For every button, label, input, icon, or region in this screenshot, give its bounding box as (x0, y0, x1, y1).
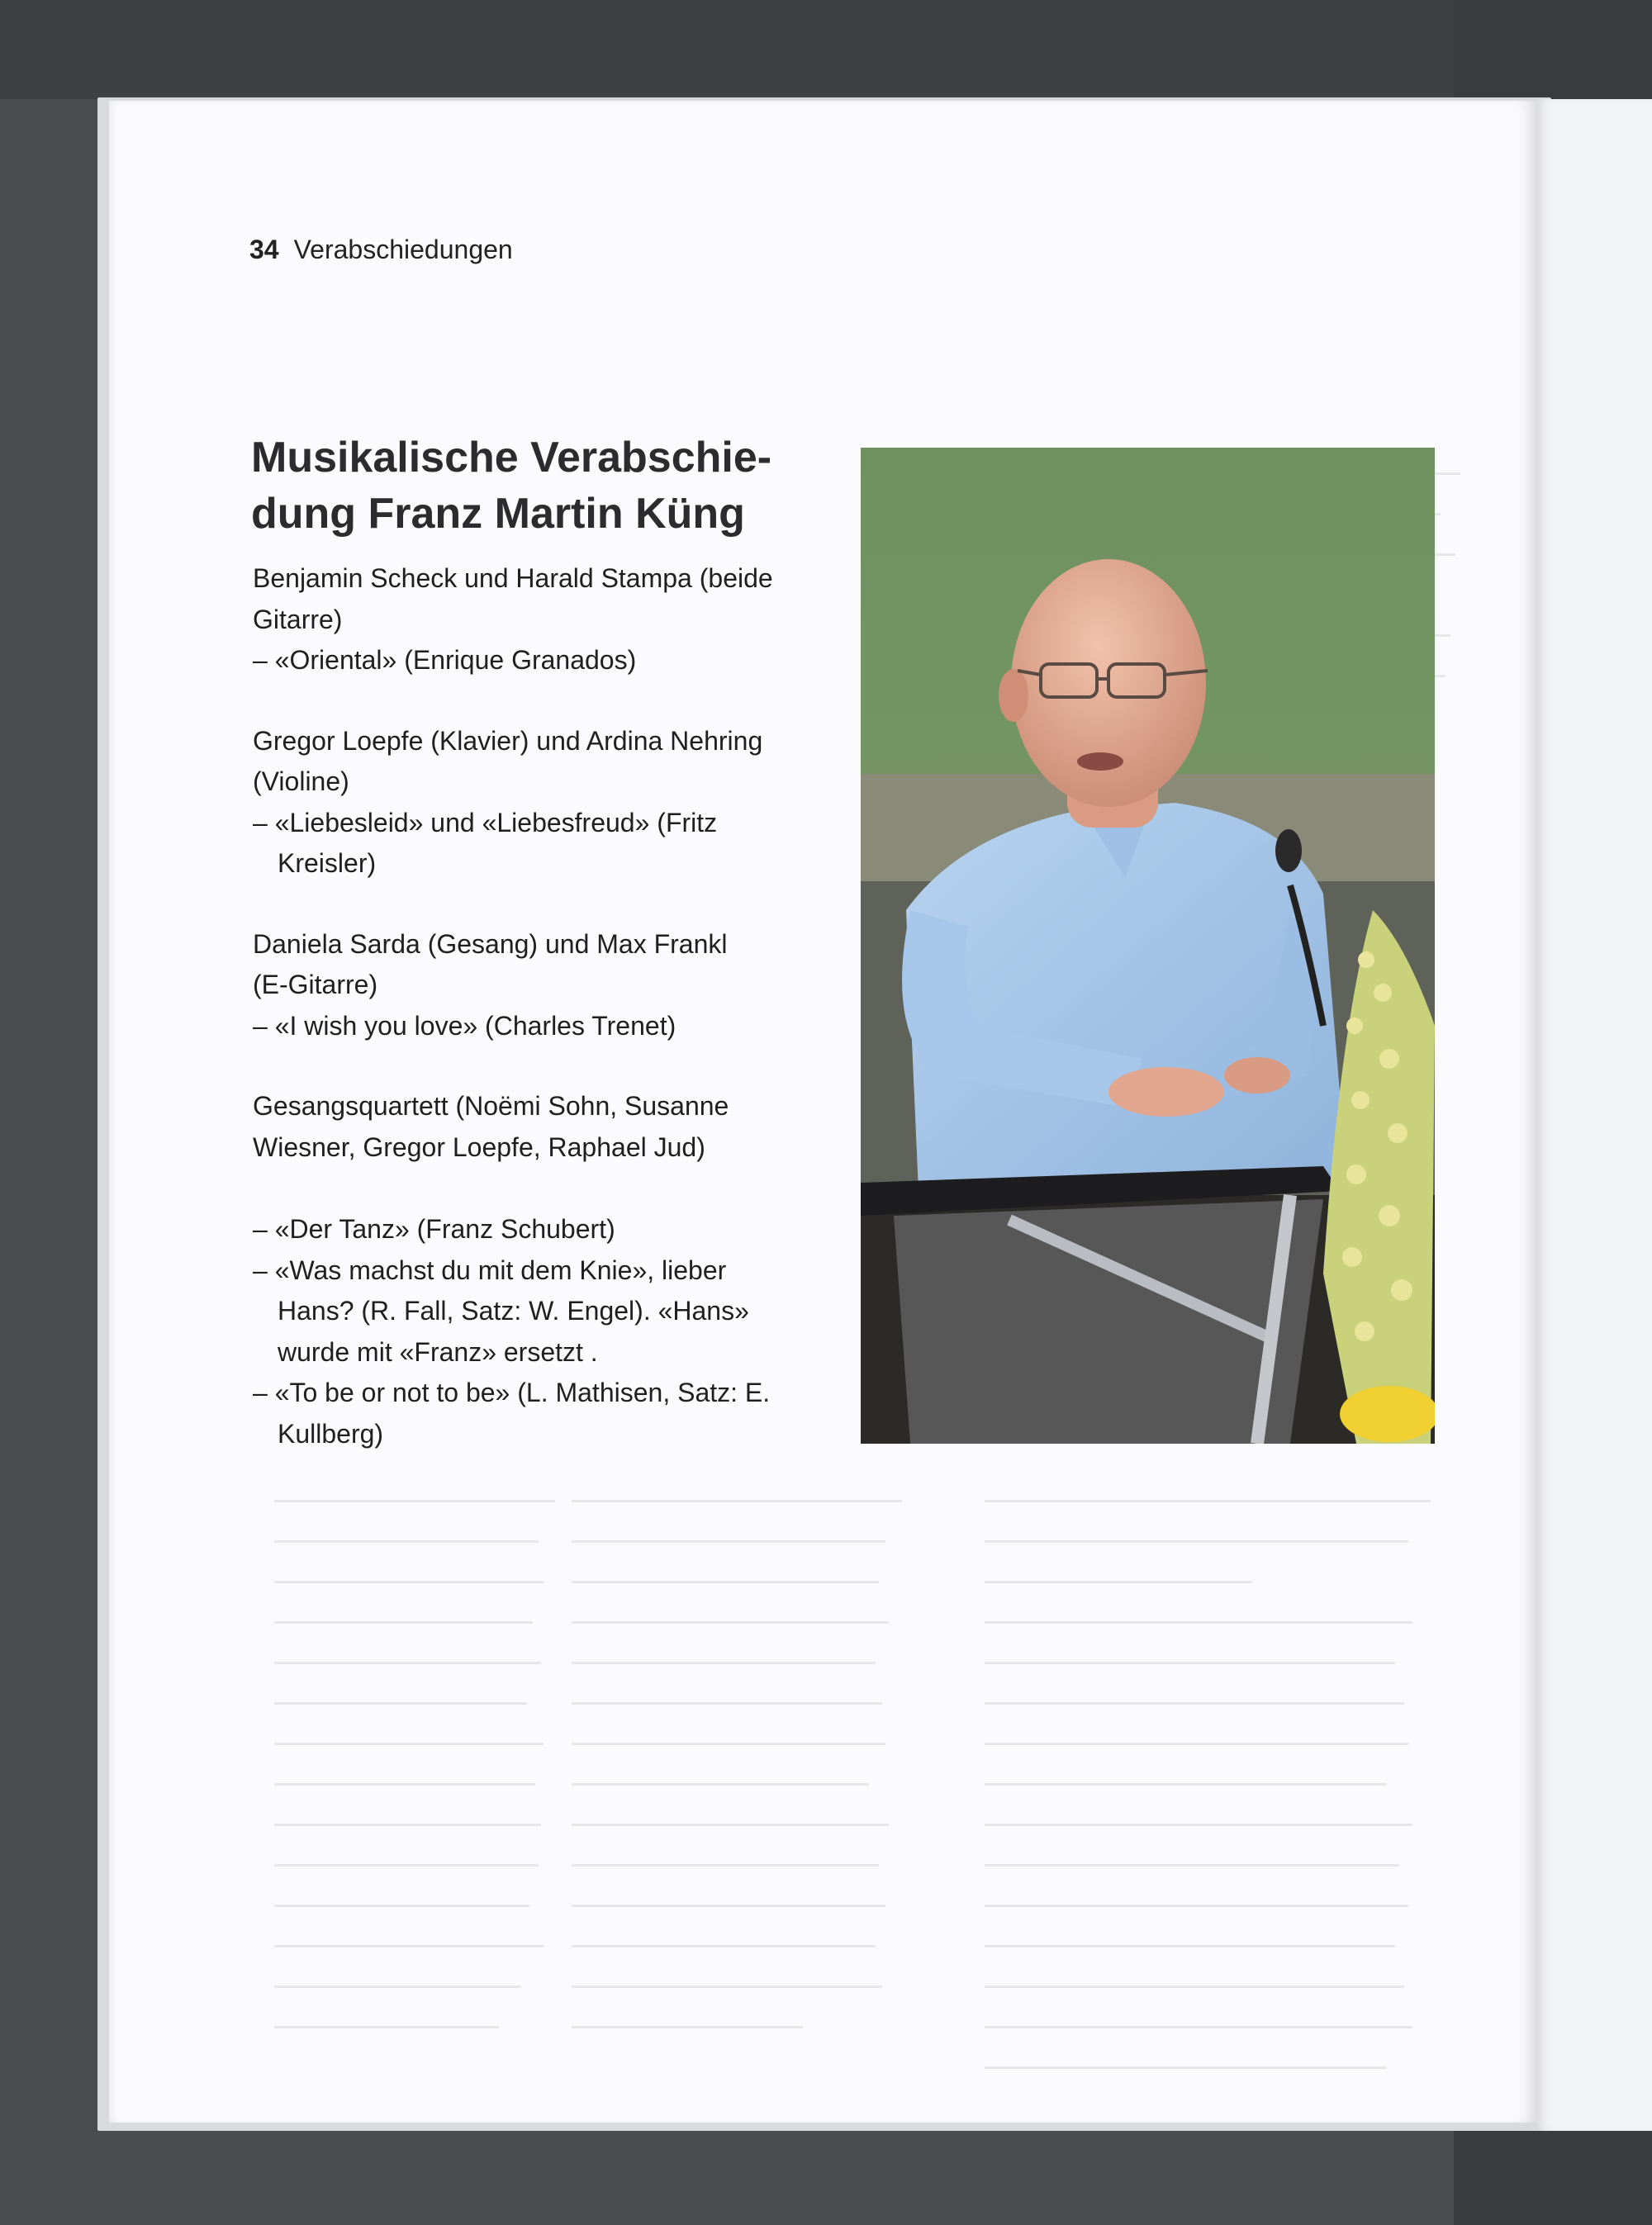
piece-item: – «Was machst du mit dem Knie», lieber Hans? (R. Fall, Satz: W. Engel). «Hans» wurde mit «Franz» ersetzt . (253, 1255, 749, 1367)
page-number: 34 (249, 235, 279, 264)
program-block-4 (253, 1086, 847, 1454)
performers-line: Gesangsquartett (Noëmi Sohn, Susanne (253, 1091, 729, 1121)
piece-item: – «Oriental» (Enrique Granados) (253, 645, 637, 675)
speaker-photo-illustration (861, 448, 1435, 1444)
piece-item: – «To be or not to be» (L. Mathisen, Satz: E. Kullberg) (253, 1378, 771, 1449)
performers-line: Benjamin Scheck und Harald Stampa (beide (253, 563, 773, 593)
title-line-1: Musikalische Verabschie- (251, 434, 772, 482)
facing-page-edge (1535, 99, 1652, 2131)
program-block-2 (253, 721, 847, 885)
performers-line: Gitarre) (253, 604, 343, 634)
speaker-photo (861, 448, 1435, 1444)
performers-line: (E-Gitarre) (253, 970, 378, 999)
running-header (249, 235, 513, 265)
article-title (251, 429, 829, 542)
piece-item: – «I wish you love» (Charles Trenet) (253, 1010, 676, 1041)
title-line-2: dung Franz Martin Küng (251, 490, 745, 538)
performers-line: Wiesner, Gregor Loepfe, Raphael Jud) (253, 1131, 705, 1162)
section-title: Verabschiedungen (293, 235, 513, 264)
performers-line: (Violine) (253, 766, 349, 796)
performers-line: Daniela Sarda (Gesang) und Max Frankl (253, 928, 728, 959)
bleed-through-right-lower (985, 1478, 1431, 2085)
bleed-through-middle-lower (572, 1478, 902, 2045)
scanner-background-top (0, 0, 1652, 99)
program-block-1 (253, 558, 847, 681)
article-body (253, 558, 847, 1454)
bleed-through-left-lower (274, 1478, 555, 2045)
piece-item: – «Der Tanz» (Franz Schubert) (253, 1214, 615, 1244)
program-block-3 (253, 924, 847, 1047)
piece-item: – «Liebesleid» und «Liebesfreud» (Fritz Kreisler) (253, 807, 718, 878)
performers-line: Gregor Loepfe (Klavier) und Ardina Nehring (253, 725, 763, 756)
